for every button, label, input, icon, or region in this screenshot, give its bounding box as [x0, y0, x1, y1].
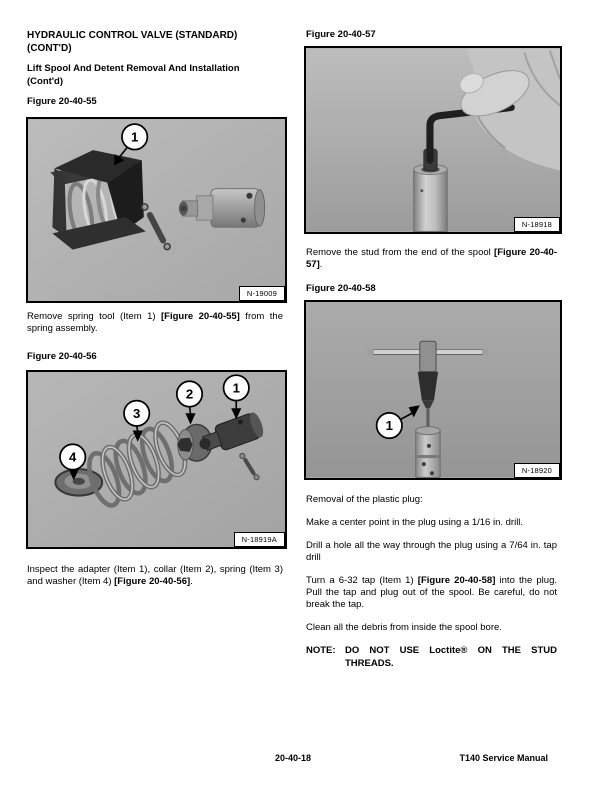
paragraph: Clean all the debris from inside the spool bore.	[306, 622, 502, 633]
svg-text:1: 1	[385, 418, 393, 434]
section-title	[27, 29, 287, 55]
note-label: NOTE:	[306, 645, 336, 656]
figure-55	[26, 117, 287, 303]
figure-reference: [Figure 20-40-55]	[160, 311, 240, 322]
paragraph-text: into the plug. Pull the tap and plug out of the spool. Be careful, do not break the tap.	[306, 575, 557, 610]
paragraph: Drill a hole all the way through the plug using a 7/64 in. tap drill	[306, 540, 557, 563]
figure-57	[304, 46, 562, 234]
paragraph-text: .	[190, 576, 193, 587]
figure-56	[26, 370, 287, 549]
note-line1: DO NOT USE Loctite® ON THE STUD	[345, 645, 557, 656]
section-subtitle	[27, 63, 287, 88]
paragraph	[27, 311, 283, 335]
svg-text:3: 3	[133, 405, 141, 421]
photo-id-label: N-18919A	[234, 532, 285, 547]
paragraph-text: Turn a 6-32 tap (Item 1)	[306, 575, 418, 586]
figure-56-photo	[28, 372, 285, 547]
note-line2: THREADS.	[345, 657, 394, 669]
footer-manual-title: T140 Service Manual	[459, 753, 548, 763]
paragraph	[306, 247, 557, 271]
figure-reference: [Figure 20-40-57]	[306, 247, 557, 270]
section-subtitle-line2: (Cont'd)	[27, 75, 64, 87]
figure-58-photo	[306, 302, 560, 478]
section-title-line1: HYDRAULIC CONTROL VALVE (STANDARD)	[27, 30, 238, 41]
photo-id-label: N-18920	[514, 463, 560, 478]
figure-reference: [Figure 20-40-56]	[114, 576, 191, 587]
figure-55-caption: Figure 20-40-55	[27, 96, 97, 107]
section-title-line2: (CONT'D)	[27, 43, 72, 54]
figure-reference: [Figure 20-40-58]	[417, 575, 496, 586]
figure-58	[304, 300, 562, 480]
spool-illustration	[416, 427, 440, 478]
figure-57-photo	[306, 48, 560, 232]
paragraph-text: .	[319, 259, 323, 270]
paragraph	[27, 564, 283, 588]
photo-id-label: N-19009	[239, 286, 285, 301]
paragraph-text: Remove the stud from the end of the spool	[306, 247, 495, 258]
note-block	[306, 645, 557, 670]
svg-text:4: 4	[69, 449, 77, 465]
spring-tool-illustration	[50, 150, 145, 250]
figure-55-photo	[28, 119, 285, 301]
svg-text:1: 1	[130, 129, 139, 145]
note-text	[345, 645, 557, 670]
figure-57-caption: Figure 20-40-57	[306, 29, 376, 40]
paragraph: Make a center point in the plug using a 1/16 in. drill.	[306, 517, 524, 528]
paragraph	[306, 575, 557, 611]
footer-page-number: 20-40-18	[274, 753, 312, 763]
figure-58-caption: Figure 20-40-58	[306, 283, 376, 294]
section-subtitle-line1: Lift Spool And Detent Removal And Installation	[27, 63, 240, 74]
paragraph-text: Inspect the adapter (Item 1), collar (Item 2), spring (Item 3) and washer (Item 4)	[27, 564, 283, 587]
photo-id-label: N-18918	[514, 217, 560, 232]
figure-56-caption: Figure 20-40-56	[27, 351, 97, 362]
svg-text:2: 2	[185, 386, 194, 402]
paragraph-text: Remove spring tool (Item 1)	[27, 311, 161, 322]
paragraph: Removal of the plastic plug:	[306, 494, 423, 505]
paragraph-text: from the spring assembly.	[27, 311, 283, 334]
svg-text:1: 1	[232, 380, 240, 396]
